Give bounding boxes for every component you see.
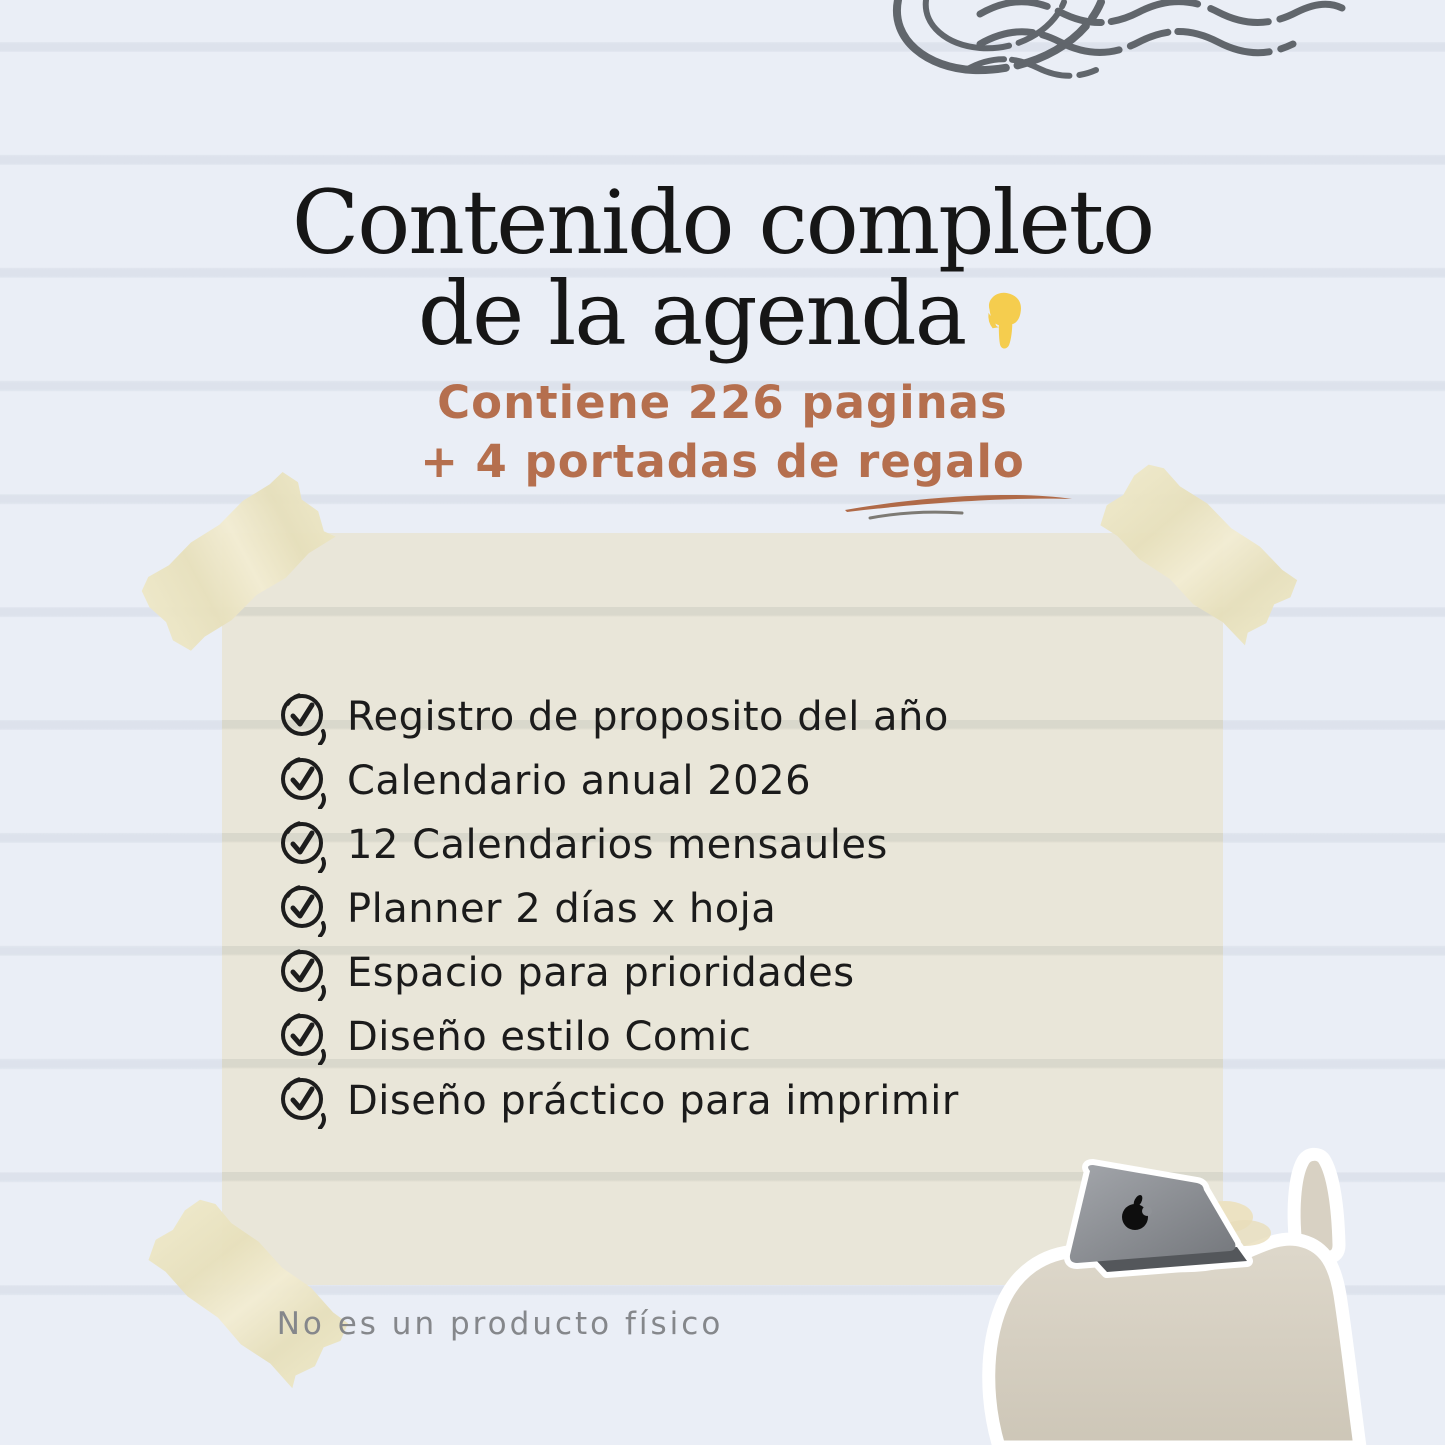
list-item xyxy=(278,685,959,749)
feature-checklist xyxy=(278,685,959,1133)
circled-checkmark-icon xyxy=(278,945,330,1001)
circled-checkmark-icon xyxy=(278,689,330,745)
list-item-label: Planner 2 días x hoja xyxy=(347,886,777,932)
list-item xyxy=(278,941,959,1005)
title-line-2-wrap xyxy=(417,262,1027,366)
list-item xyxy=(278,877,959,941)
list-item-label: Espacio para prioridades xyxy=(347,950,855,996)
laptop xyxy=(1070,1165,1247,1272)
wavy-scribble-icon xyxy=(868,0,1360,128)
laptop-on-sofa-photo xyxy=(935,1095,1445,1445)
page-title xyxy=(0,170,1445,366)
list-item xyxy=(278,749,959,813)
list-item xyxy=(278,1069,959,1133)
list-item-label: Diseño práctico para imprimir xyxy=(347,1078,959,1124)
circled-checkmark-icon xyxy=(278,753,330,809)
list-item xyxy=(278,1005,959,1069)
circled-checkmark-icon xyxy=(278,881,330,937)
backhand-index-pointing-down-icon xyxy=(981,290,1027,352)
title-line-1: Contenido completo xyxy=(291,170,1154,274)
list-item-label: Registro de proposito del año xyxy=(347,694,949,740)
title-line-2: de la agenda xyxy=(417,262,966,366)
circled-checkmark-icon xyxy=(278,1073,330,1129)
list-item-label: Calendario anual 2026 xyxy=(347,758,812,804)
subtitle-line-1: Contiene 226 paginas xyxy=(437,376,1008,429)
subtitle-line-2: + 4 portadas de regalo xyxy=(420,434,1025,488)
subtitle xyxy=(0,374,1445,491)
list-item-label: 12 Calendarios mensaules xyxy=(347,822,888,868)
list-item xyxy=(278,813,959,877)
circled-checkmark-icon xyxy=(278,1009,330,1065)
list-item-label: Diseño estilo Comic xyxy=(347,1014,752,1060)
laptop-lid xyxy=(1070,1165,1236,1263)
circled-checkmark-icon xyxy=(278,817,330,873)
disclaimer-note: No es un producto físico xyxy=(276,1306,724,1342)
